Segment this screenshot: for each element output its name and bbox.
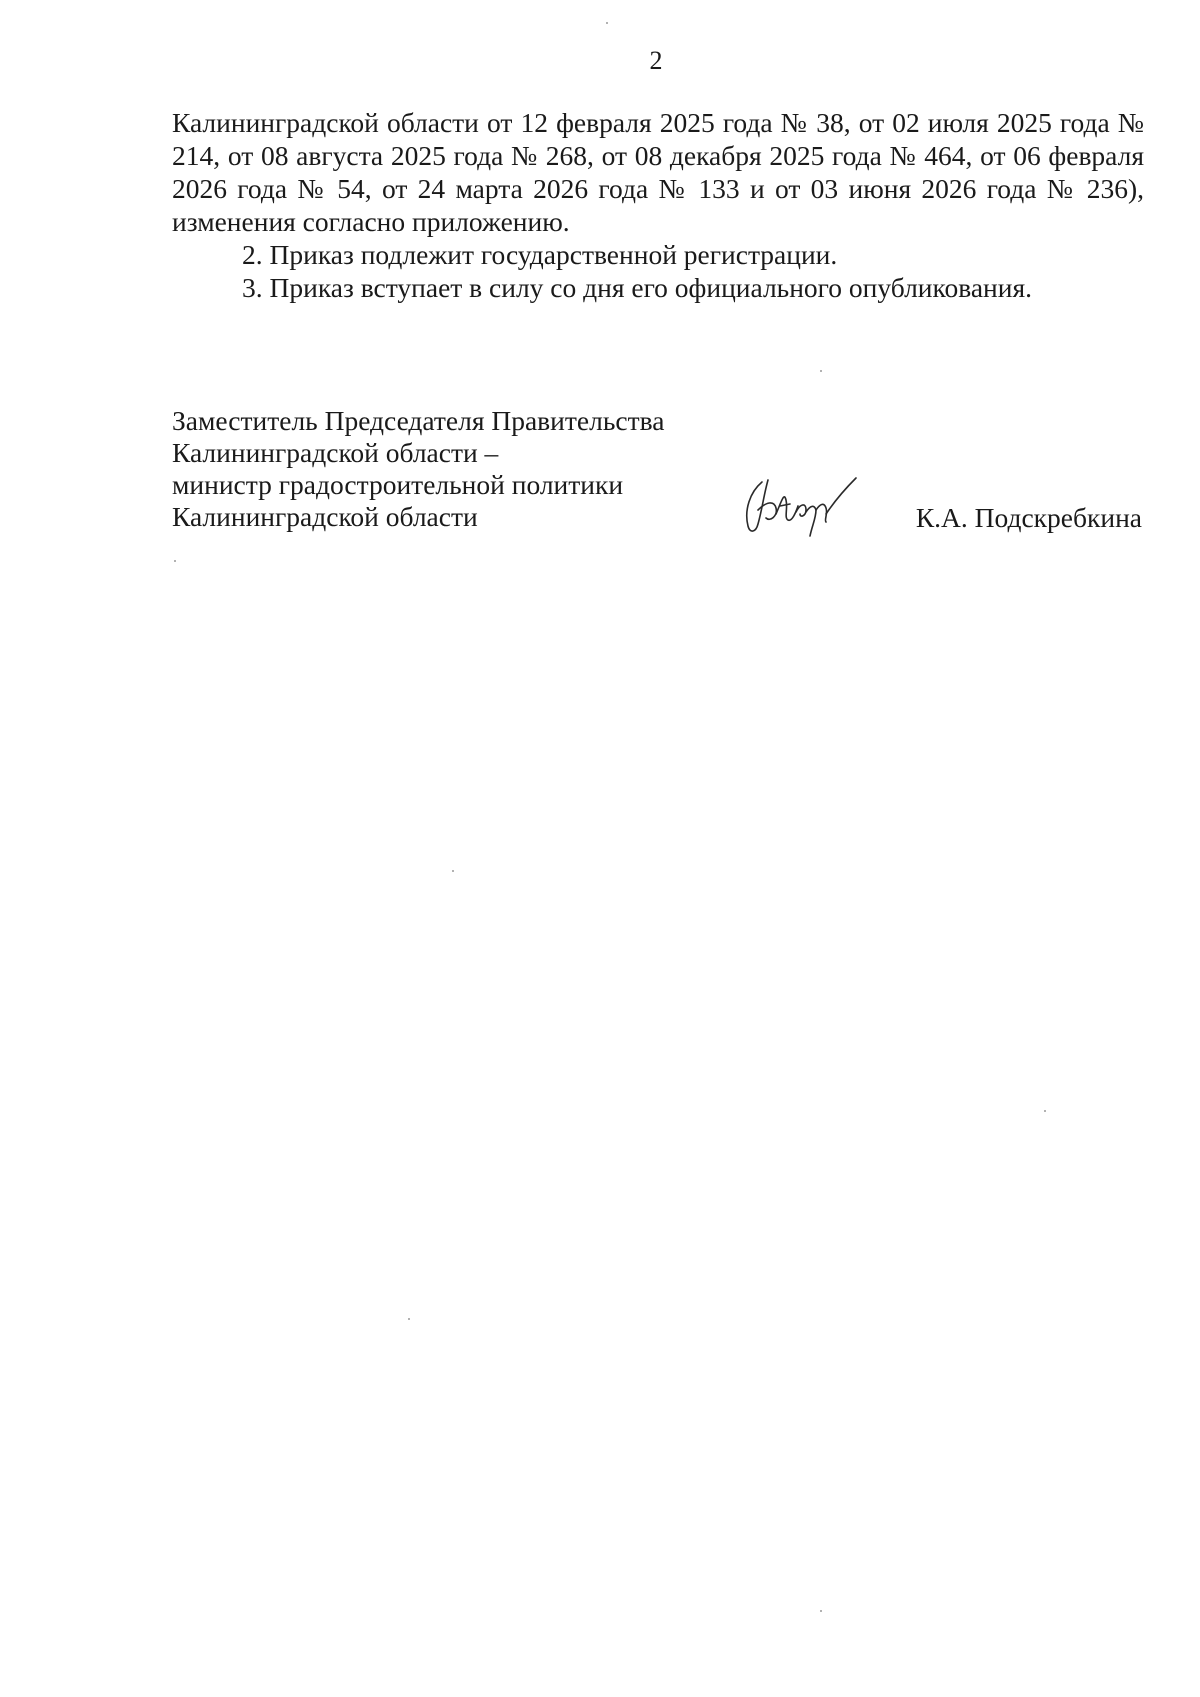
page-number: 2	[649, 46, 663, 75]
body-text	[172, 106, 1144, 304]
handwritten-signature	[740, 470, 860, 540]
signer-name: К.А. Подскребкина	[915, 502, 1142, 533]
scan-speck	[820, 1610, 822, 1612]
scan-speck	[452, 870, 454, 872]
position-title-line: Калининградской области	[172, 501, 478, 532]
paragraph-effective-date: 3. Приказ вступает в силу со дня его официального опубликования.	[242, 272, 1033, 303]
position-title-line: Заместитель Председателя Правительства	[172, 405, 665, 436]
position-title-line: Калининградской области –	[172, 437, 499, 468]
scan-speck	[820, 370, 822, 372]
paragraph-continuation: Калининградской области от 12 февраля 2025 года № 38, от 02 июля 2025 года № 214, от 08 августа 2025 года № 268, от 08 декабря 2025 года № 464, от 06 февраля 2026 года № 54, от 24 марта 2026 года № 133 и от 03 июня 2026 года № 236), изменения согласно приложению.	[172, 107, 1144, 237]
position-title-line: министр градостроительной политики	[172, 469, 624, 500]
scan-speck	[408, 1318, 410, 1320]
paragraph-registration: 2. Приказ подлежит государственной регистрации.	[242, 239, 838, 270]
scan-speck	[1044, 1110, 1046, 1112]
scan-speck	[606, 22, 608, 24]
scan-speck	[174, 560, 176, 562]
